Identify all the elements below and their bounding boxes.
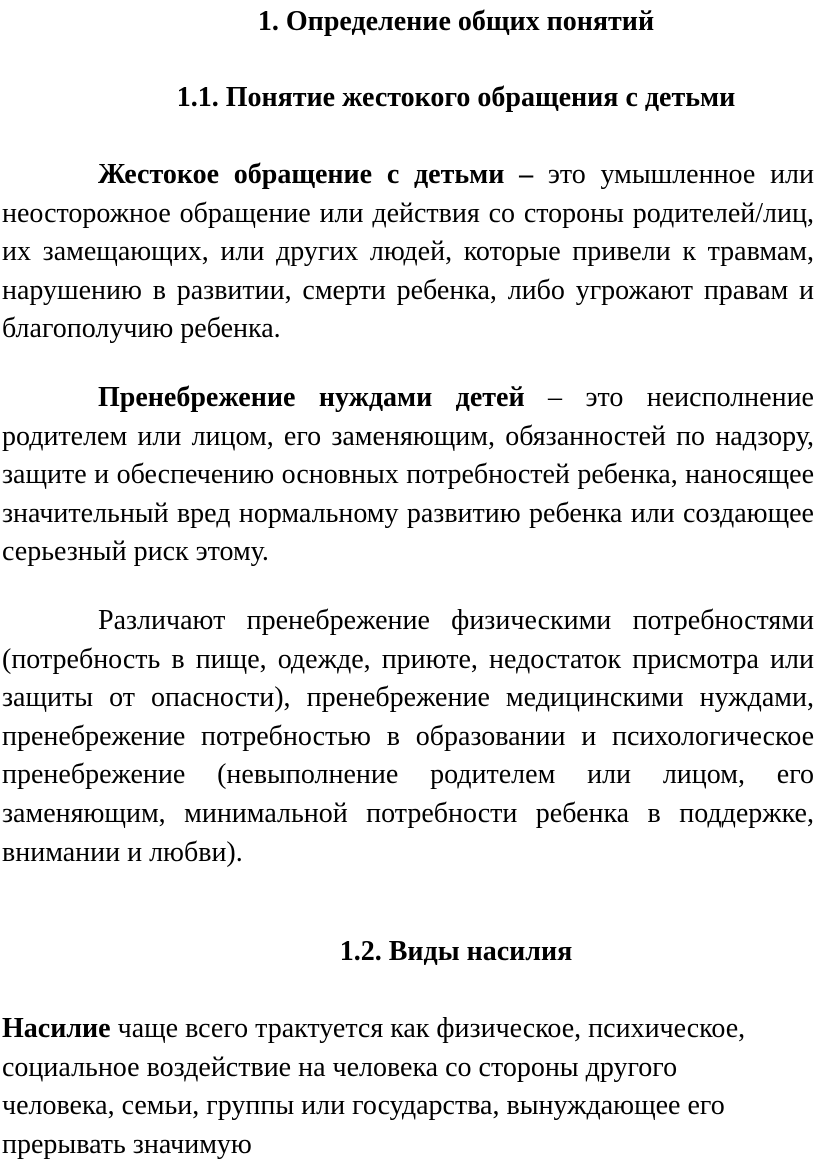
paragraph-neglect-types	[2, 602, 814, 872]
paragraph-text: чаще всего трактуется как физическое, психическое, социальное воздействие на человека со стороны другого человека, семьи, группы или государства, вынуждающее его прерывать значимую	[2, 1013, 746, 1160]
paragraph-text: – это неисполнение родителем или лицом, его заменяющим, обязанностей по надзору, защите и обеспечению основных потребностей ребенка, наносящее значительный вред нормальному развитию ребенка или создающее серьезный риск этому.	[2, 382, 814, 568]
section-1-2-heading: 1.2. Виды насилия	[339, 936, 573, 967]
paragraph-text: это умышленное или неосторожное обращение или действия со стороны родителей/лиц, их замещающих, или других людей, которые привели к травмам, нарушению в развитии, смерти ребенка, либо угрожают правам и благополучию ребенка.	[2, 159, 815, 345]
paragraph-neglect-definition	[2, 379, 814, 572]
section-1-heading: 1. Определение общих понятий	[257, 6, 655, 37]
paragraph-text: Различают пренебрежение физическими потребностями (потребность в пище, одежде, приюте, недостаток присмотра или защиты от опасности), пренебрежение медицинскими нуждами, пренебрежение потребностью в образовании и психологическое пренебрежение (невыполнение родителем или лицом, его заменяющим, минимальной потребности ребенка в поддержке, внимании и любви).	[2, 605, 814, 868]
section-1-1-heading: 1.1. Понятие жестокого обращения с детьми	[176, 82, 736, 113]
term-violence: Насилие	[2, 1013, 111, 1044]
term-child-abuse: Жестокое обращение с детьми –	[98, 159, 534, 190]
term-neglect: Пренебрежение нуждами детей	[98, 382, 525, 413]
paragraph-child-abuse-definition	[2, 156, 814, 349]
paragraph-violence-definition	[2, 1010, 772, 1164]
